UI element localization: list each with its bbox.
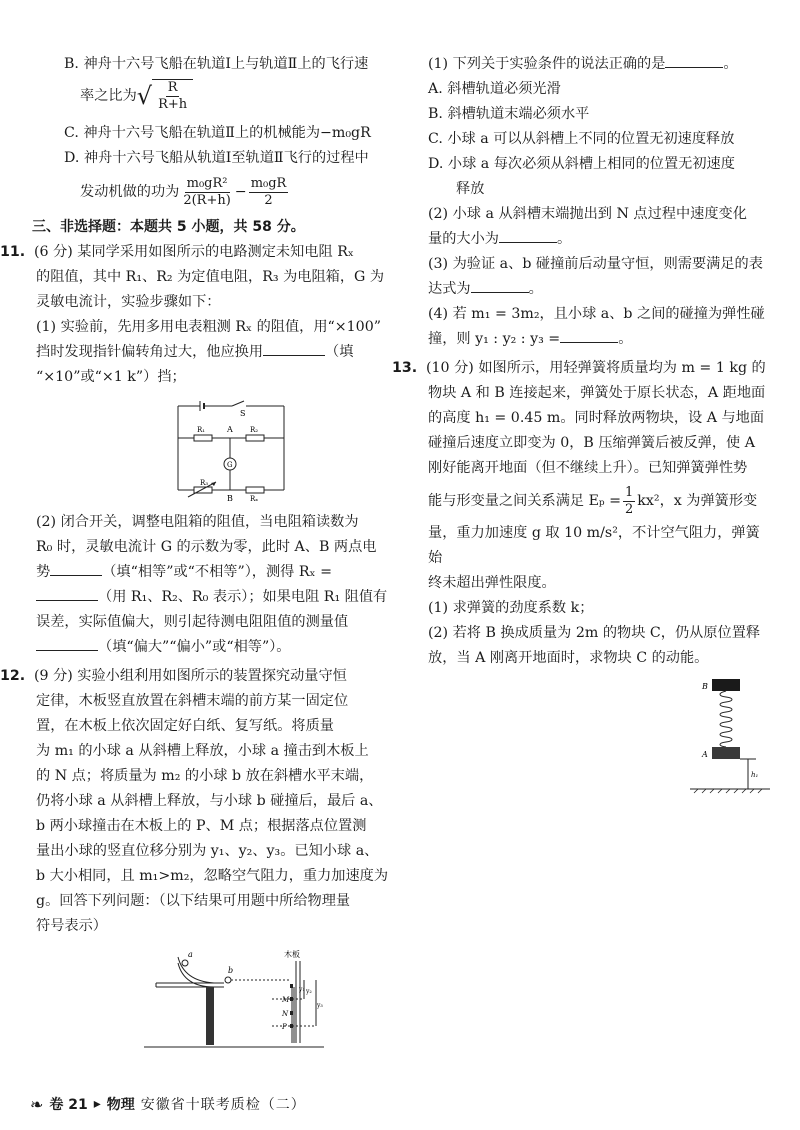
option-b-numerator: R xyxy=(167,80,178,95)
q12-option-a: A. 斜槽轨道必须光滑 xyxy=(428,81,561,97)
q13-sub2-line1: (2) 若将 B 换成质量为 2m 的物块 C，仍从原位置释 xyxy=(428,625,761,641)
circuit-diagram xyxy=(170,398,290,502)
q12-line1: 12. (9 分) 实验小组利用如图所示的装置探究动量守恒 xyxy=(36,664,398,689)
label-y3: y₃ xyxy=(317,1002,323,1009)
q11-step2-line4: （用 R₁、R₂、R₀ 表示）；如果电阻 R₁ 阻值有 xyxy=(36,585,398,610)
q12-option-b: B. 斜槽轨道末端必须水平 xyxy=(428,106,590,122)
q11-line2: 的阻值，其中 R₁、R₂ 为定值电阻，R₃ 为电阻箱，G 为 xyxy=(36,269,385,285)
q11-step2-line1: (2) 闭合开关，调整电阻箱的阻值，当电阻箱读数为 xyxy=(36,514,359,530)
answer-blank[interactable] xyxy=(560,328,618,343)
q11-step2-line2: R₀ 时，灵敏电流计 G 的示数为零，此时 A、B 两点电 xyxy=(36,539,377,555)
q12-option-c: C. 小球 a 可以从斜槽上不同的位置无初速度释放 xyxy=(428,131,735,147)
q11-step2-line6: （填“偏大”“偏小”或“相等”）。 xyxy=(36,635,398,660)
option-b-line2: 率之比为 √ $\frac{R}{R+h}$ xyxy=(36,77,398,115)
q12-line5: 的 N 点；将质量为 m₂ 的小球 b 放在斜槽水平末端， xyxy=(36,768,374,784)
label-ball-a: a xyxy=(188,950,193,959)
q12-line8: 量出小球的竖直位移分别为 y₁、y₂、y₃。已知小球 a、 xyxy=(36,843,379,859)
q13-line2: 物块 A 和 B 连接起来，弹簧处于原长状态，A 距地面 xyxy=(428,385,766,401)
label-block-a: A xyxy=(702,750,708,759)
answer-blank[interactable] xyxy=(36,636,98,651)
label-h1: h₁ xyxy=(751,771,759,779)
q12-line9: b 大小相同，且 m₁>m₂，忽略空气阻力，重力加速度为 xyxy=(36,868,389,884)
q12-line4: 为 m₁ 的小球 a 从斜槽上释放，小球 a 撞击到木板上 xyxy=(36,743,369,759)
label-rx: Rₓ xyxy=(250,495,259,502)
q12-option-d-line1: D. 小球 a 每次必须从斜槽上相同的位置无初速度 xyxy=(428,156,735,172)
q12-option-d-line2: 释放 xyxy=(456,181,485,197)
label-ball-b: b xyxy=(228,966,234,975)
q11-step1-line3: “×10”或“×1 k”）挡； xyxy=(36,369,186,385)
q12-part4-line1: (4) 若 m₁ = 3m₂，且小球 a、b 之间的碰撞为弹性碰 xyxy=(428,306,765,322)
q12-line2: 定律，木板竖直放置在斜槽末端的前方某一固定位 xyxy=(36,693,349,709)
q12-part2-line1: (2) 小球 a 从斜槽末端抛出到 N 点过程中速度变化 xyxy=(428,206,747,222)
label-r2: R₂ xyxy=(250,426,259,434)
q13-sub2-line2: 放，当 A 刚离开地面时，求物块 C 的动能。 xyxy=(428,650,709,666)
q12-number: 12. xyxy=(0,668,26,684)
label-n: N xyxy=(282,1010,289,1018)
q13-line6: 能与形变量之间关系满足 Eₚ = $\frac{1}{2}$ kx²，x 为弹簧形变 xyxy=(428,484,758,517)
answer-blank[interactable] xyxy=(50,561,102,576)
label-g: G xyxy=(227,461,233,469)
q11-number: 11. xyxy=(0,244,26,260)
q11-line3: 灵敏电流计，实验步骤如下： xyxy=(36,294,221,310)
option-d-line2: 发动机做的功为 $\frac{\text{m₀gR²}}{2(R+h)}$ − $\frac{\text{m₀gR}}{2}$ xyxy=(80,175,287,208)
footer-arrow-icon: ▸ xyxy=(93,1096,101,1112)
footer-leaf-icon: ❧ xyxy=(30,1094,44,1114)
label-board: 木板 xyxy=(284,950,300,959)
q13-line4: 碰撞后速度立即变为 0，B 压缩弹簧后被反弹，使 A xyxy=(428,435,755,451)
label-r1: R₁ xyxy=(197,426,206,434)
answer-blank[interactable] xyxy=(471,278,529,293)
label-b: B xyxy=(227,494,233,502)
q12-part1: (1) 下列关于实验条件的说法正确的是 。 xyxy=(428,52,768,77)
q11-step1-line2: 挡时发现指针偏转角过大，他应换用 （填 xyxy=(36,340,398,365)
q12-line3: 置，在木板上依次固定好白纸、复写纸。将质量 xyxy=(36,718,334,734)
q13-line7: 量，重力加速度 g 取 10 m/s²，不计空气阻力，弹簧始 xyxy=(428,525,760,566)
label-block-b: B xyxy=(702,682,708,691)
q11-line1: 11. (6 分) 某同学采用如图所示的电路测定未知电阻 Rₓ xyxy=(36,240,398,265)
q13-line8: 终未超出弹性限度。 xyxy=(428,575,556,591)
q12-part2-line2: 量的大小为 。 xyxy=(428,227,768,252)
q12-line7: b 两小球撞击在木板上的 P、M 点；根据落点位置测 xyxy=(36,818,367,834)
label-a: A xyxy=(227,425,233,434)
option-b-sqrt: √ $\frac{R}{R+h}$ xyxy=(137,79,193,113)
label-y1: y₁ xyxy=(299,986,305,993)
q13-sub1: (1) 求弹簧的劲度系数 k； xyxy=(428,600,594,616)
right-column xyxy=(392,52,768,797)
footer-title: 安徽省十联考质检（二） xyxy=(140,1097,306,1113)
q11-step1-line1: (1) 实验前，先用多用电表粗测 Rₓ 的阻值，用“×100” xyxy=(36,319,381,335)
q12-line11: 符号表示） xyxy=(36,918,107,934)
q13-line1: 13. (10 分) 如图所示，用轻弹簧将质量均为 m = 1 kg 的 xyxy=(428,356,768,381)
spring-diagram xyxy=(690,677,770,797)
footer-tag: 卷 21 xyxy=(49,1097,88,1113)
q13-line5: 刚好能离开地面（但不继续上升）。已知弹簧弹性势 xyxy=(428,460,748,476)
left-column xyxy=(0,52,398,1051)
option-b-line1: B. 神舟十六号飞船在轨道Ⅰ上与轨道Ⅱ上的飞行速 xyxy=(64,56,369,72)
q12-part3-line1: (3) 为验证 a、b 碰撞前后动量守恒，则需要满足的表 xyxy=(428,256,763,272)
answer-blank[interactable] xyxy=(36,586,98,601)
q11-step2-line3: 势 （填“相等”或“不相等”），测得 Rₓ = xyxy=(36,560,398,585)
option-b-denominator: R+h xyxy=(158,97,188,112)
option-d-line1: D. 神舟十六号飞船从轨道Ⅰ至轨道Ⅱ飞行的过程中 xyxy=(64,150,369,166)
label-p: P xyxy=(282,1023,287,1031)
answer-blank[interactable] xyxy=(263,341,325,356)
q12-part3-line2: 达式为 。 xyxy=(428,277,768,302)
answer-blank[interactable] xyxy=(665,53,723,68)
label-m: M xyxy=(282,996,290,1004)
q12-line6: 仍将小球 a 从斜槽上释放，与小球 b 碰撞后，最后 a、 xyxy=(36,793,383,809)
q13-line3: 的高度 h₁ = 0.45 m。同时释放两物块，设 A 与地面 xyxy=(428,410,765,426)
section-heading: 三、非选择题：本题共 5 小题，共 58 分。 xyxy=(32,219,305,235)
q13-number: 13. xyxy=(392,360,418,376)
label-s: S xyxy=(240,409,246,418)
label-r3: R₃ xyxy=(200,479,209,487)
label-y2: y₂ xyxy=(306,988,312,995)
footer-subject: 物理 xyxy=(106,1097,135,1113)
q12-line10: g。回答下列问题：（以下结果可用题中所给物理量 xyxy=(36,893,351,909)
answer-blank[interactable] xyxy=(499,228,557,243)
option-c: C. 神舟十六号飞船在轨道Ⅱ上的机械能为−m₀gR xyxy=(64,125,371,141)
q11-step2-line5: 误差，实际值偏大，则引起待测电阻阻值的测量值 xyxy=(36,614,349,630)
page-footer xyxy=(30,1094,306,1114)
q12-part4-line2: 撞，则 y₁ : y₂ : y₃ = 。 xyxy=(428,327,768,352)
apparatus-diagram xyxy=(144,947,324,1051)
